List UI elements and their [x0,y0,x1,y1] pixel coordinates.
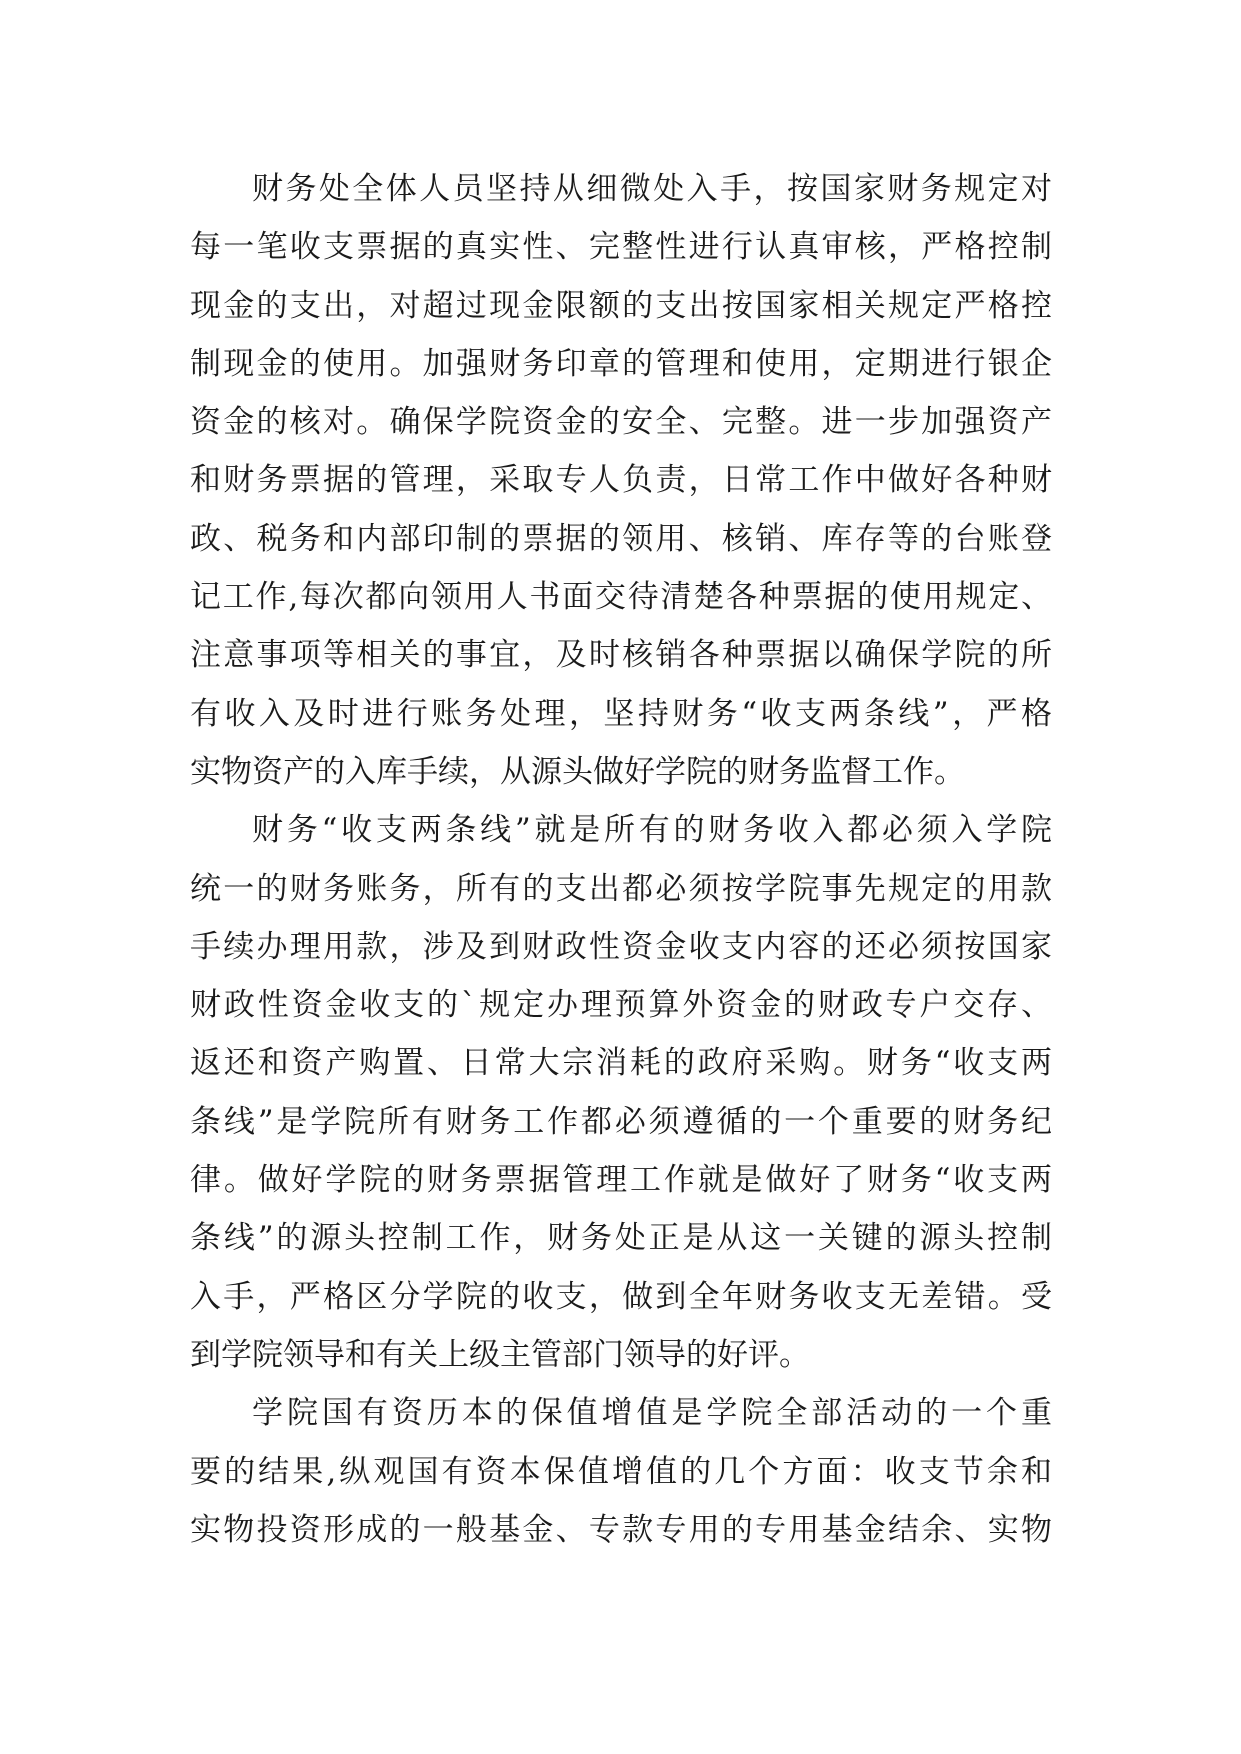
text-line: 到学院领导和有关上级主管部门领导的好评。 [190,1336,810,1373]
paragraph-3 [190,1384,1052,1559]
text-line: 财务处全体人员坚持从细微处入手，按国家财务规定对 [252,171,1052,207]
text-line: 实物资产的入库手续，从源头做好学院的财务监督工作。 [190,753,965,790]
paragraph-1 [190,160,1052,801]
text-line: 资金的核对。确保学院资金的安全、完整。进一步加强资产 [190,404,1052,441]
text-line: 注意事项等相关的事宜，及时核销各种票据以确保学院的所 [190,637,1052,674]
text-line: 制现金的使用。加强财务印章的管理和使用，定期进行银企 [190,345,1052,382]
text-line: 政、税务和内部印制的票据的领用、核销、库存等的台账登 [190,520,1052,557]
text-line: 财务“收支两条线”就是所有的财务收入都必须入学院 [252,812,1052,849]
paragraph-2 [190,801,1052,1384]
text-line: 学院国有资历本的保值增值是学院全部活动的一个重 [252,1395,1052,1432]
text-line: 记工作,每次都向领用人书面交待清楚各种票据的使用规定、 [190,579,1052,616]
document-body [190,160,1052,1559]
text-line: 统一的财务账务，所有的支出都必须按学院事先规定的用款 [190,870,1052,907]
text-line: 和财务票据的管理，采取专人负责，日常工作中做好各种财 [190,462,1052,499]
text-line: 有收入及时进行账务处理，坚持财务“收支两条线”，严格 [190,695,1052,732]
text-line: 条线”的源头控制工作，财务处正是从这一关键的源头控制 [190,1220,1052,1257]
text-line: 返还和资产购置、日常大宗消耗的政府采购。财务“收支两 [190,1045,1052,1082]
text-line: 律。做好学院的财务票据管理工作就是做好了财务“收支两 [190,1162,1052,1199]
text-line: 财政性资金收支的`规定办理预算外资金的财政专户交存、 [190,987,1052,1024]
text-line: 要的结果,纵观国有资本保值增值的几个方面：收支节余和 [190,1453,1052,1490]
text-line: 每一笔收支票据的真实性、完整性进行认真审核，严格控制 [190,229,1052,266]
text-line: 入手，严格区分学院的收支，做到全年财务收支无差错。受 [190,1278,1052,1315]
text-line: 实物投资形成的一般基金、专款专用的专用基金结余、实物 [190,1511,1052,1548]
text-line: 现金的支出，对超过现金限额的支出按国家相关规定严格控 [190,287,1052,324]
text-line: 手续办理用款，涉及到财政性资金收支内容的还必须按国家 [190,928,1052,965]
text-line: 条线”是学院所有财务工作都必须遵循的一个重要的财务纪 [190,1103,1052,1140]
